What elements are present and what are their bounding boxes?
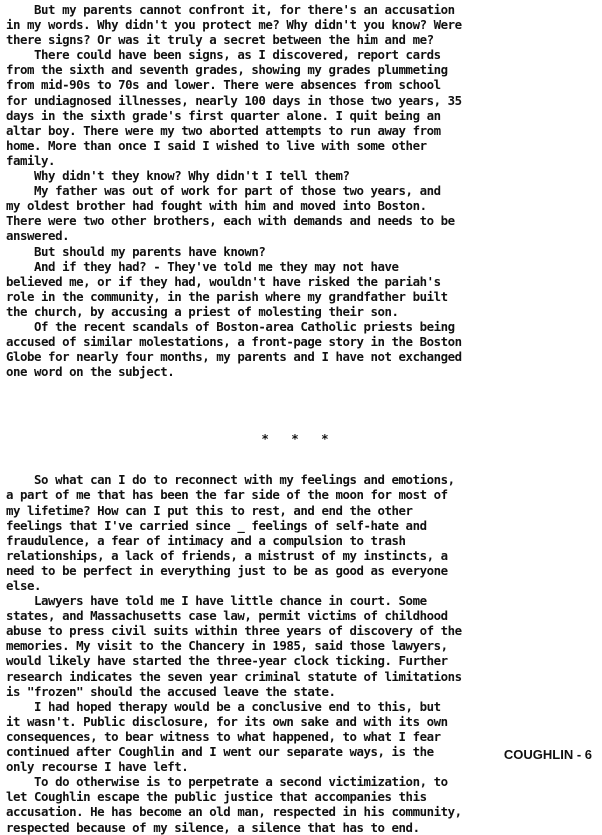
text-line: home. More than once I said I wished to live with some other — [6, 137, 427, 153]
text-line: need to be perfect in everything just to be as good as everyone — [6, 562, 448, 578]
text-line: Lawyers have told me I have little chance in court. Some — [6, 593, 427, 609]
text-line: from mid-90s to 70s and lower. There were absences from school — [6, 77, 441, 93]
text-line: my lifetime? How can I put this to rest, and end the other — [6, 502, 413, 518]
document-page — [6, 2, 598, 835]
text-line: feelings that I've carried since _ feelings of self-hate and — [6, 517, 427, 533]
text-line: Globe for nearly four months, my parents and I have not exchanged — [6, 349, 462, 365]
text-line: Of the recent scandals of Boston-area Catholic priests being — [6, 318, 455, 334]
text-line: consequences, to bear witness to what happened, to what I fear — [6, 728, 441, 744]
text-line: a part of me that has been the far side of the moon for most of — [6, 487, 448, 503]
text-line: There were two other brothers, each with demands and needs to be — [6, 213, 455, 229]
text-line: for undiagnosed illnesses, nearly 100 days in those two years, 35 — [6, 92, 462, 108]
text-line: there signs? Or was it truly a secret between the him and me? — [6, 32, 434, 48]
text-line: So what can I do to reconnect with my feelings and emotions, — [6, 472, 455, 488]
text-line: it wasn't. Public disclosure, for its own sake and with its own — [6, 713, 448, 729]
text-line: But should my parents have known? — [6, 243, 266, 259]
text-line: relationships, a lack of friends, a mistrust of my instincts, a — [6, 547, 448, 563]
text-line: family. — [6, 152, 56, 168]
text-line: respected because of my silence, a silence that has to end. — [6, 819, 420, 835]
text-line: accused of similar molestations, a front-page story in the Boston — [6, 334, 462, 350]
text-line: my oldest brother had fought with him and moved into Boston. — [6, 198, 427, 214]
text-line: the church, by accusing a priest of molesting their son. — [6, 303, 399, 319]
text-line: I had hoped therapy would be a conclusive end to this, but — [6, 698, 441, 714]
text-line: let Coughlin escape the public justice that accompanies this — [6, 789, 427, 805]
text-line: else. — [6, 578, 42, 593]
text-line: research indicates the seven year criminal statute of limitations — [6, 668, 462, 684]
text-line: states, and Massachusetts case law, permit victims of childhood — [6, 608, 448, 624]
text-line: There could have been signs, as I discovered, report cards — [6, 47, 441, 63]
text-line: from the sixth and seventh grades, showing my grades plummeting — [6, 62, 448, 78]
text-line: altar boy. There were my two aborted attempts to run away from — [6, 122, 441, 138]
text-line: abuse to press civil suits within three years of discovery of the — [6, 623, 462, 639]
text-line: is "frozen" should the accused leave the state. — [6, 683, 336, 699]
text-line: answered. — [6, 228, 70, 244]
text-line: only recourse I have left. — [6, 759, 189, 775]
text-line: My father was out of work for part of those two years, and — [6, 183, 441, 199]
text-line: role in the community, in the parish where my grandfather built — [6, 288, 448, 304]
text-line: days in the sixth grade's first quarter alone. I quit being an — [6, 107, 441, 123]
text-line: continued after Coughlin and I went our separate ways, is the — [6, 744, 434, 760]
text-line: believed me, or if they had, wouldn't have risked the pariah's — [6, 273, 441, 289]
text-line: But my parents cannot confront it, for there's an accusation — [6, 2, 455, 17]
text-line: in my words. Why didn't you protect me? Why didn't you know? Were — [6, 17, 462, 33]
text-line: And if they had? - They've told me they may not have — [6, 258, 399, 274]
text-line: To do otherwise is to perpetrate a second victimization, to — [6, 774, 448, 790]
text-line: memories. My visit to the Chancery in 1985, said those lawyers, — [6, 638, 448, 654]
text-line: would likely have started the three-year clock ticking. Further — [6, 653, 448, 669]
text-line: fraudulence, a fear of intimacy and a compulsion to trash — [6, 532, 406, 548]
page-footer: COUGHLIN - 6 — [503, 747, 592, 762]
text-line: one word on the subject. — [6, 364, 175, 380]
body-text-section-1 — [6, 2, 598, 379]
section-separator: * * * — [261, 431, 329, 447]
text-line: Why didn't they know? Why didn't I tell them? — [6, 168, 350, 184]
text-line: accusation. He has become an old man, respected in his community, — [6, 804, 462, 820]
body-text-section-2 — [6, 472, 598, 834]
